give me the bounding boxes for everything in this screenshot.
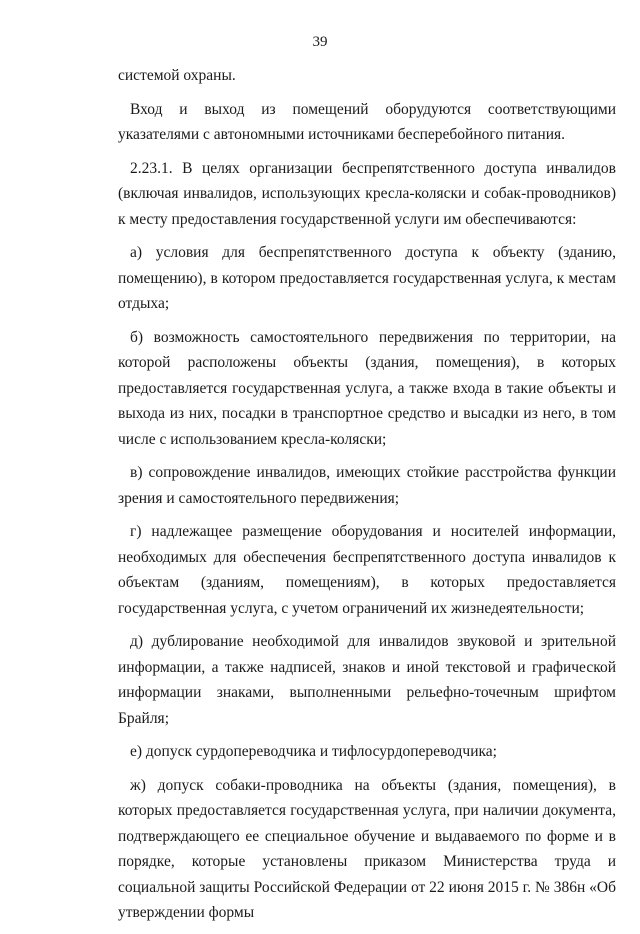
list-item-g: г) надлежащее размещение оборудования и носителей информации, необходимых для обеспечения беспрепятственного доступа инвалидов к объектам (зданиям, помещениям), в которых предоставляется государственная услуга, с учетом ограничений их жизнедеятельности; xyxy=(118,523,616,617)
list-item-zh: ж) допуск собаки-проводника на объекты (здания, помещения), в которых предоставляется государственная услуга, при наличии документа, подтверждающего ее специальное обучение и выдаваемого по форме и в порядке, которые установлены приказом Министерства труда и социальной защиты Российской Федерации от 22 июня 2015 г. № 386н «Об утверждении формы xyxy=(118,776,616,921)
list-item-v: в) сопровождение инвалидов, имеющих стойкие расстройства функции зрения и самостоятельного передвижения; xyxy=(118,464,616,507)
paragraph-entrance-exit: Вход и выход из помещений оборудуются соответствующими указателями с автономными источниками бесперебойного питания. xyxy=(118,100,616,143)
list-item-e: е) допуск сурдопереводчика и тифлосурдопереводчика; xyxy=(130,743,497,760)
page-number: 39 xyxy=(312,34,328,50)
paragraph-continuation: системой охраны. xyxy=(118,67,236,84)
list-item-d: д) дублирование необходимой для инвалидов звуковой и зрительной информации, а также надписей, знаков и иной текстовой и графической информации знаками, выполненными рельефно-точечным шрифтом Брайля; xyxy=(118,633,616,727)
list-item-b: б) возможность самостоятельного передвижения по территории, на которой расположены объекты (здания, помещения), в которых предоставляется государственная услуга, а также входа в такие объекты и выхода из них, посадки в транспортное средство и высадки из него, в том числе с использованием кресла-коляски; xyxy=(118,328,616,448)
paragraph-2-23-1: 2.23.1. В целях организации беспрепятственного доступа инвалидов (включая инвалидов, использующих кресла-коляски и собак-проводников) к месту предоставления государственной услуги им обеспечиваются: xyxy=(118,159,616,228)
list-item-a: а) условия для беспрепятственного доступа к объекту (зданию, помещению), в котором предоставляется государственная услуга, к местам отдыха; xyxy=(118,244,616,312)
document-body xyxy=(118,63,616,934)
